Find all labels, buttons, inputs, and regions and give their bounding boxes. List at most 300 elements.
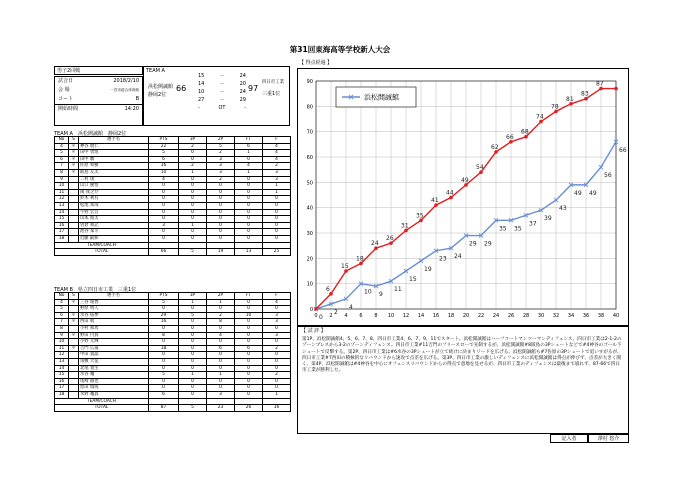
table-row xyxy=(55,339,291,346)
info-row xyxy=(55,86,142,95)
table-cell: 佐原 和樹 xyxy=(79,163,149,170)
table-cell: ＊ xyxy=(69,163,79,170)
x-tick-label: 0 xyxy=(314,313,318,319)
table-cell: 18 xyxy=(55,235,69,242)
table-cell: 0 xyxy=(235,339,263,346)
table-cell: 中田 貴晶 xyxy=(79,352,149,359)
x-tick-label: 6 xyxy=(359,313,363,319)
table-row xyxy=(55,169,291,176)
table-cell: 0 xyxy=(149,325,179,332)
table-cell: 0 xyxy=(179,378,207,385)
data-label: 11 xyxy=(394,286,402,294)
table-cell: 0 xyxy=(179,325,207,332)
table-cell xyxy=(69,196,79,203)
table-cell: 0 xyxy=(179,156,207,163)
table-cell: 0 xyxy=(179,189,207,196)
table-cell: 山本 彼太 xyxy=(79,216,149,223)
table-cell: 0 xyxy=(235,299,263,306)
dash: － xyxy=(219,89,225,95)
data-label: 0 xyxy=(319,314,323,321)
table-cell: 1 xyxy=(263,189,291,196)
table-cell: 4 xyxy=(55,143,69,150)
table-cell: 0 xyxy=(235,352,263,359)
total-row-cell: 13 xyxy=(235,249,263,256)
table-row xyxy=(55,176,291,183)
period-score: 24 xyxy=(239,73,246,79)
table-cell: ＊ xyxy=(69,312,79,319)
table-cell: 角敷 大征 xyxy=(79,358,149,365)
table-cell: 0 xyxy=(207,209,235,216)
table-cell: 0 xyxy=(149,339,179,346)
table-cell: 0 xyxy=(263,352,291,359)
table-cell: 0 xyxy=(149,352,179,359)
table-cell: 5 xyxy=(149,150,179,157)
total-row-label: TOTAL xyxy=(55,249,149,256)
data-label: 39 xyxy=(544,215,552,223)
table-row xyxy=(55,143,291,150)
table-cell: 神谷 琥仁 xyxy=(79,143,149,150)
table-cell: 3 xyxy=(263,319,291,326)
table-cell: ＊ xyxy=(69,332,79,339)
data-label: 31 xyxy=(401,222,409,230)
table-cell: 6 xyxy=(55,312,69,319)
table-cell: 0 xyxy=(179,183,207,190)
table-cell: 0 xyxy=(207,216,235,223)
table-cell: 田中 駿 xyxy=(79,156,149,163)
x-tick-label: 40 xyxy=(612,313,620,319)
table-cell: 0 xyxy=(263,202,291,209)
table-cell: 2 xyxy=(263,345,291,352)
table-cell: 5 xyxy=(55,150,69,157)
table-cell xyxy=(69,222,79,229)
table-cell: 0 xyxy=(149,385,179,392)
total-row-cell: 16 xyxy=(263,405,291,412)
table-cell: 0 xyxy=(149,235,179,242)
table-row xyxy=(55,222,291,229)
table-cell: ＊ xyxy=(69,299,79,306)
table-row xyxy=(55,196,291,203)
x-tick-label: 24 xyxy=(492,313,500,319)
dash: － xyxy=(219,81,225,87)
table-cell: 16 xyxy=(55,222,69,229)
table-cell: 0 xyxy=(235,229,263,236)
data-label: 87 xyxy=(596,80,604,88)
table-cell: 0 xyxy=(263,196,291,203)
table-row xyxy=(55,306,291,313)
team-b-header: TEAM B 県立四日市工業 三重1位 xyxy=(54,287,137,293)
data-label: 54 xyxy=(476,164,484,172)
chart-heading: 【 得点経過 】 xyxy=(299,60,333,66)
table-cell: 0 xyxy=(235,365,263,372)
table-cell: 阪島 友太 xyxy=(79,169,149,176)
data-label: 49 xyxy=(461,176,469,184)
recorder-label: 記入者 xyxy=(550,434,588,443)
table-cell: 14 xyxy=(55,365,69,372)
period-score: 15 xyxy=(198,73,205,79)
dash: － xyxy=(219,97,225,103)
table-cell: ＊ xyxy=(69,345,79,352)
coach-row-cell xyxy=(235,398,263,405)
team-a-name: 浜松開誠館 xyxy=(148,84,174,90)
table-cell: 1 xyxy=(207,372,235,379)
table-cell: 15 xyxy=(55,372,69,379)
table-cell: 3 xyxy=(263,312,291,319)
total-row-cell: 26 xyxy=(235,405,263,412)
commentary-box xyxy=(297,326,629,434)
table-cell: 9 xyxy=(55,176,69,183)
table-cell: 小野 元輝 xyxy=(79,339,149,346)
table-cell: 0 xyxy=(235,222,263,229)
table-cell: 0 xyxy=(179,202,207,209)
x-tick-label: 32 xyxy=(552,313,560,319)
table-cell: 水谷 颯 xyxy=(79,372,149,379)
score-progress-chart xyxy=(297,68,629,326)
table-cell: 5 xyxy=(179,312,207,319)
table-cell: 水野 颯真 xyxy=(79,391,149,398)
table-cell: 0 xyxy=(207,235,235,242)
data-label: 56 xyxy=(604,172,612,180)
table-cell: 8 xyxy=(149,332,179,339)
table-row xyxy=(55,332,291,339)
page-title: 第31回東海高等学校新人大会 xyxy=(289,45,391,54)
table-cell: 0 xyxy=(179,306,207,313)
table-cell: 2 xyxy=(263,372,291,379)
table-cell: 15 xyxy=(55,216,69,223)
table-cell: 0 xyxy=(263,209,291,216)
table-cell: 13 xyxy=(55,358,69,365)
table-cell: 0 xyxy=(149,183,179,190)
table-row xyxy=(55,325,291,332)
table-cell: 11 xyxy=(55,189,69,196)
data-label: 24 xyxy=(454,253,462,261)
info-row-value: 2018/2/10 xyxy=(113,78,139,84)
table-cell: 5 xyxy=(149,299,179,306)
table-cell: 北尾 寛生 xyxy=(79,365,149,372)
table-cell: 0 xyxy=(179,209,207,216)
y-tick-label: 90 xyxy=(306,79,313,85)
table-cell: 0 xyxy=(207,385,235,392)
table-cell: 3 xyxy=(207,163,235,170)
data-label: 62 xyxy=(491,143,499,151)
team-a-boxscore xyxy=(54,136,291,256)
y-tick-label: 70 xyxy=(306,129,313,136)
column-header: 2P xyxy=(207,137,235,144)
table-cell: 2 xyxy=(263,163,291,170)
info-rows xyxy=(55,77,142,114)
table-cell: 0 xyxy=(149,229,179,236)
column-header: FT xyxy=(235,293,263,300)
table-cell: 1 xyxy=(263,391,291,398)
table-cell: 0 xyxy=(235,385,263,392)
table-cell: 0 xyxy=(179,216,207,223)
table-cell xyxy=(69,189,79,196)
coach-row xyxy=(55,398,291,405)
table-cell: 18 xyxy=(55,391,69,398)
info-row xyxy=(55,104,142,114)
table-cell: 4 xyxy=(263,299,291,306)
table-cell: 0 xyxy=(179,319,207,326)
table-cell: 0 xyxy=(149,365,179,372)
x-tick-label: 8 xyxy=(374,313,378,319)
column-header: 選手名 xyxy=(79,293,149,300)
series-point xyxy=(614,87,618,91)
table-cell: 17 xyxy=(55,385,69,392)
table-cell: 3 xyxy=(263,332,291,339)
table-cell: 小村 和馬 xyxy=(79,325,149,332)
table-row xyxy=(55,229,291,236)
table-cell: 0 xyxy=(235,319,263,326)
table-cell: 0 xyxy=(235,325,263,332)
x-tick-label: 4 xyxy=(344,313,348,319)
table-cell: 0 xyxy=(235,391,263,398)
team-a-pref: 静岡2位 xyxy=(148,92,167,98)
table-cell: 16 xyxy=(55,378,69,385)
table-row xyxy=(55,319,291,326)
table-cell: 0 xyxy=(263,365,291,372)
table-cell: 0 xyxy=(263,325,291,332)
table-cell xyxy=(69,378,79,385)
table-cell xyxy=(69,202,79,209)
column-header: F xyxy=(263,137,291,144)
table-cell: 野田 円真 xyxy=(79,332,149,339)
table-row xyxy=(55,345,291,352)
team-b-pref: 三重1位 xyxy=(262,91,281,97)
table-cell: 6 xyxy=(55,156,69,163)
total-row-cell: 19 xyxy=(207,249,235,256)
table-row xyxy=(55,378,291,385)
y-tick-label: 10 xyxy=(306,281,313,288)
recorder-name: 澤村 悠介 xyxy=(588,434,629,443)
table-row xyxy=(55,352,291,359)
y-tick-label: 40 xyxy=(306,205,313,212)
table-cell: 6 xyxy=(235,143,263,150)
data-label: 49 xyxy=(574,189,582,197)
table-row xyxy=(55,358,291,365)
data-label: 4 xyxy=(349,303,353,311)
column-header: 3P xyxy=(179,137,207,144)
coach-row-cell xyxy=(149,242,179,249)
data-label: 43 xyxy=(559,205,567,213)
table-row xyxy=(55,372,291,379)
x-tick-label: 12 xyxy=(402,313,410,319)
y-tick-label: 20 xyxy=(306,256,313,263)
table-cell: 3 xyxy=(149,222,179,229)
data-label: 23 xyxy=(439,255,447,263)
data-label: 18 xyxy=(356,255,364,263)
data-label: 2 xyxy=(334,308,338,316)
total-row xyxy=(55,249,291,256)
x-tick-label: 22 xyxy=(477,313,485,319)
table-cell: 1 xyxy=(263,183,291,190)
info-row-label: コート xyxy=(58,96,74,102)
table-cell xyxy=(69,216,79,223)
table-row xyxy=(55,365,291,372)
table-cell: 0 xyxy=(263,216,291,223)
data-label: 74 xyxy=(536,113,544,121)
table-row xyxy=(55,299,291,306)
table-cell: 0 xyxy=(207,358,235,365)
coach-row-cell xyxy=(235,242,263,249)
table-cell: 曽倉 和記 xyxy=(79,222,149,229)
table-cell: 0 xyxy=(207,202,235,209)
table-cell: ＊ xyxy=(69,143,79,150)
table-cell: 3 xyxy=(263,169,291,176)
table-cell: 三谷 瑠香 xyxy=(79,299,149,306)
data-label: 29 xyxy=(469,240,477,248)
table-cell: 0 xyxy=(149,196,179,203)
table-cell: 水谷 拓夢 xyxy=(79,312,149,319)
info-row-value: 一宮市総合体育館 xyxy=(110,88,139,92)
table-cell: 0 xyxy=(207,306,235,313)
table-cell: 4 xyxy=(263,150,291,157)
table-cell: 6 xyxy=(235,345,263,352)
table-cell xyxy=(69,183,79,190)
table-cell: 8 xyxy=(55,325,69,332)
period-score: 10 xyxy=(198,89,205,95)
column-header: 選手名 xyxy=(79,137,149,144)
coach-row-label: TEAM/COACH xyxy=(55,398,149,405)
table-cell: 池谷 栞斗 xyxy=(79,229,149,236)
table-row xyxy=(55,385,291,392)
legend-label: 浜松開誠館 xyxy=(364,93,399,102)
table-cell: 18 xyxy=(149,345,179,352)
column-header: F xyxy=(263,293,291,300)
data-label: 6 xyxy=(326,285,330,293)
table-cell: 17 xyxy=(55,229,69,236)
table-cell: 0 xyxy=(207,196,235,203)
x-tick-label: 16 xyxy=(432,313,440,319)
table-cell: 0 xyxy=(149,358,179,365)
column-header: S xyxy=(69,137,79,144)
total-row-cell: 66 xyxy=(149,249,179,256)
table-cell: 0 xyxy=(179,358,207,365)
table-cell: 3 xyxy=(207,391,235,398)
table-cell: 1 xyxy=(179,222,207,229)
table-row xyxy=(55,312,291,319)
table-cell: 0 xyxy=(207,352,235,359)
table-cell xyxy=(69,235,79,242)
table-cell: 0 xyxy=(207,378,235,385)
table-cell: 0 xyxy=(207,229,235,236)
y-tick-label: 80 xyxy=(306,104,313,111)
table-cell: 0 xyxy=(179,176,207,183)
table-cell: 5 xyxy=(207,143,235,150)
commentary-text: 第1P、浜松開誠館4、5、6、7、8、四日市工業4、6、7、9、11でスタート。浜松開誠館はハーフコートマンツーマンディフェンス、四日市工業は2-1-2のゾーンプレスから3-2のゾーンディフェンス。四日市工業#11吉門のフリースローで先制するが、浜松開誠館#8阪島の3Pシュートなどで#4神谷のゴール下シュートで反撃する。第2P、四日市工業は#6水谷の3Pシュートが立て続けに決まりリードを広げる。浜松開誠館も#7佐原の3Pシュートで追いすがるが、四日市工業#7西田の積極的なリバウンドから速攻で点差を広げる。第3P、四日市工業の激しいディフェンスに浜松開誠館は得点が伸びず、点差が大きく開く。第4P、浜松開誠館は#4神谷を中心にオフェンスリバウンドからの得点で意地を見せるが、四日市工業のディフェンスは最後まで崩れず、87-66で四日市工業が勝利した。 xyxy=(302,337,622,374)
x-tick-label: 30 xyxy=(537,313,545,319)
table-cell xyxy=(69,385,79,392)
table-cell: 0 xyxy=(179,352,207,359)
data-label: 35 xyxy=(499,225,507,233)
data-label: 29 xyxy=(484,240,492,248)
table-cell: 0 xyxy=(179,235,207,242)
table-cell: 0 xyxy=(235,372,263,379)
table-cell: ＊ xyxy=(69,150,79,157)
table-cell: 3 xyxy=(263,176,291,183)
x-tick-label: 36 xyxy=(582,313,590,319)
table-cell: 2 xyxy=(207,150,235,157)
table-row xyxy=(55,235,291,242)
period-score: 14 xyxy=(198,81,205,87)
info-row-value: B xyxy=(135,96,139,102)
table-cell: 近藤 凱和 xyxy=(79,235,149,242)
table-cell: 12 xyxy=(55,352,69,359)
period-score: 29 xyxy=(239,97,246,103)
table-cell xyxy=(69,229,79,236)
y-tick-label: 30 xyxy=(306,231,313,237)
coach-row-cell xyxy=(263,242,291,249)
table-cell: 0 xyxy=(207,365,235,372)
table-cell: 0 xyxy=(263,222,291,229)
table-cell xyxy=(69,306,79,313)
coach-row-cell xyxy=(179,242,207,249)
table-cell: 2 xyxy=(207,176,235,183)
info-row-label: 開始時間 xyxy=(58,106,79,112)
period-row xyxy=(192,88,252,96)
table-cell: 1 xyxy=(179,169,207,176)
table-cell: 0 xyxy=(179,229,207,236)
table-cell: 0 xyxy=(235,216,263,223)
table-cell: 0 xyxy=(179,365,207,372)
table-cell: 0 xyxy=(179,196,207,203)
table-cell: 4 xyxy=(263,156,291,163)
x-tick-label: 26 xyxy=(507,313,515,319)
total-row-cell: 5 xyxy=(179,405,207,412)
table-cell: 0 xyxy=(207,325,235,332)
data-label: 78 xyxy=(551,103,559,111)
data-label: 35 xyxy=(416,212,424,220)
table-cell: 13 xyxy=(55,202,69,209)
table-cell: 1 xyxy=(235,169,263,176)
data-label: 19 xyxy=(424,265,432,273)
total-row-cell: 23 xyxy=(207,405,235,412)
table-cell xyxy=(69,176,79,183)
table-row xyxy=(55,216,291,223)
table-cell: 0 xyxy=(149,378,179,385)
table-cell: 12 xyxy=(55,196,69,203)
column-header: 2P xyxy=(207,293,235,300)
table-cell: 宇野 宏音 xyxy=(79,209,149,216)
scoreboard xyxy=(143,66,290,126)
table-cell: 0 xyxy=(263,235,291,242)
table-cell: 0 xyxy=(149,189,179,196)
table-cell: 岡 我之介 xyxy=(79,189,149,196)
column-header: FT xyxy=(235,137,263,144)
table-cell: 0 xyxy=(179,339,207,346)
table-cell: 0 xyxy=(235,183,263,190)
data-label: 15 xyxy=(341,263,349,270)
y-tick-label: 50 xyxy=(306,180,313,187)
x-tick-label: 10 xyxy=(387,313,395,319)
period-score: 27 xyxy=(198,97,205,103)
data-label: 81 xyxy=(566,95,574,103)
table-cell: 田中 勇煌 xyxy=(79,150,149,157)
data-label: 83 xyxy=(581,90,589,98)
table-cell xyxy=(69,365,79,372)
table-cell: 0 xyxy=(179,385,207,392)
team-b-name: 四日市工業 xyxy=(262,80,284,85)
table-cell: 16 xyxy=(149,163,179,170)
match-label: 男子2回戦 xyxy=(54,66,143,75)
table-cell: 5 xyxy=(55,306,69,313)
info-row-label: 会 場 xyxy=(58,87,70,93)
table-cell: 6 xyxy=(149,391,179,398)
table-cell: 原田 瑞成 xyxy=(79,385,149,392)
table-cell: 0 xyxy=(263,358,291,365)
period-scores xyxy=(192,72,252,112)
data-label: 66 xyxy=(506,133,514,141)
table-cell: 山口 慶悟 xyxy=(79,183,149,190)
period-row xyxy=(192,72,252,80)
